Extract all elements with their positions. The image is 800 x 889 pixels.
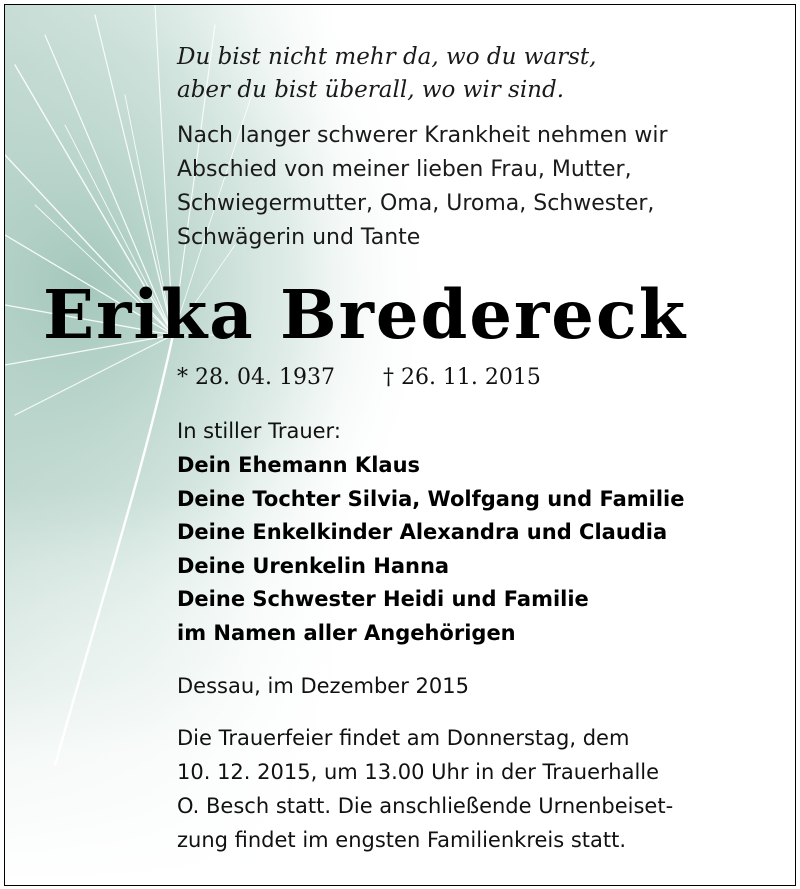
ceremony-line: O. Besch statt. Die anschließende Urnenbeiset- [177,794,674,818]
deceased-name: Erika Bredereck [43,275,688,354]
ceremony-line: 10. 12. 2015, um 13.00 Uhr in der Trauerhalle [177,760,660,784]
ceremony-line: Die Trauerfeier findet am Donnerstag, dem [177,726,630,750]
mourner-entry: Deine Tochter Silvia, Wolfgang und Familie [177,486,685,511]
announcement-line: Nach langer schwerer Krankheit nehmen wir [177,123,668,148]
mourner-entry: Deine Schwester Heidi und Familie [177,587,589,611]
mourning-label: In stiller Trauer: [177,419,341,443]
obituary-notice [4,4,796,886]
announcement-line: Schwiegermutter, Oma, Uroma, Schwester, [177,191,655,216]
death-date: † 26. 11. 2015 [382,365,541,390]
ceremony-info [177,721,775,857]
place-and-date: Dessau, im Dezember 2015 [177,674,469,698]
announcement-line: Schwägerin und Tante [177,225,421,250]
poem-line: Du bist nicht mehr da, wo du warst, [177,44,597,70]
mourner-entry: Dein Ehemann Klaus [177,453,421,477]
life-dates [177,363,775,393]
ceremony-line: zung findet im engsten Familienkreis statt. [177,828,627,852]
birth-date: * 28. 04. 1937 [177,365,335,390]
poem-line: aber du bist überall, wo wir sind. [177,77,565,103]
mourners-list [177,449,775,650]
mourner-entry: Deine Enkelkinder Alexandra und Claudia [177,520,668,544]
mourner-entry: Deine Urenkelin Hanna [177,553,450,578]
mourner-entry: im Namen aller Angehörigen [177,620,516,645]
poem [177,41,775,107]
announcement-line: Abschied von meiner lieben Frau, Mutter, [177,157,632,182]
announcement-text [177,119,775,255]
